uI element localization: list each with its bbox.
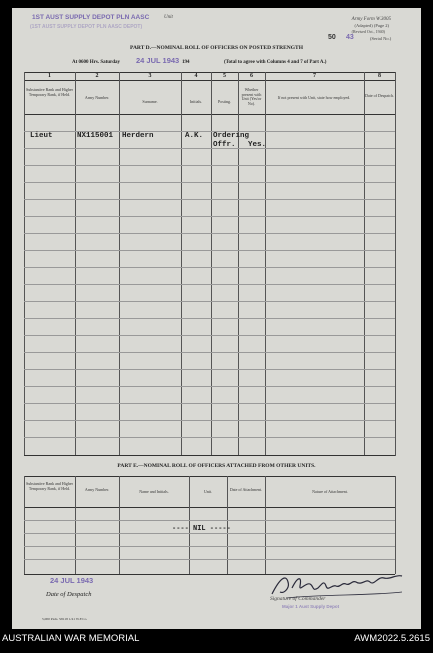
agree-note: (Total to agree with Columns 4 and 7 of Part A.) [224, 60, 327, 65]
signature-subtitle: Major 1 Aust Supply Depot [282, 604, 340, 609]
print-line: 5,000 Pads. S8118 1/41 W.F.Co. [42, 617, 88, 621]
document-page: 1ST AUST SUPPLY DEPOT PLN AASC Unit (1ST AUST SUPPLY DEPOT PLN AASC DEPOT) Army Form W.3005 (Adapted) (Page 2) (Revised Oct., 1940) 50 43 (Serial No.) PART D.—NOMINAL ROLL OF OFFICERS ON POSTED STRENGTH At 0600 Hrs. Saturday 24 JUL 1943 194 (Total to agree with Columns 4 and 7 of Part A.) 1 2 3 4 5 6 7 8 Substantive Rank and Higher Temporary Rank, if Held. Army Number. Surname. Initials. Posting. Whether present with Unit (Yes/or No). If not present with Unit, state how employed. Date of Despatch. Lieut NX115001 Herdern A.K. Ordering Offr. Yes. PART E.—NOMINAL ROLL OF OFFICERS ATTACHED FROM OTHER UNITS. Substantive Rank and Higher Temporary Rank, if Held. Army Number. Name and Initials. Unit. Date of Attachment. Nature of Attachment. ---- NIL ----- 24 JUL 1943 Date of Despatch Signature of Commander Major 1 Aust Supply Depot 5,000 Pads. S8118 1/41 W.F.Co. [12, 8, 421, 629]
form-adapted: (Adapted) (Page 2) [354, 23, 389, 28]
header-e-unit: Unit. [203, 489, 213, 494]
header-e-nature: Nature of Attachment. [312, 489, 348, 494]
despatch-label: Date of Despatch [46, 591, 92, 598]
header-despatch: Date of Despatch. [365, 93, 394, 98]
header-rank: Substantive Rank and Higher Temporary Rank, if Held. [26, 87, 73, 97]
header-e-name: Name and Initials. [139, 489, 169, 494]
header-e-date-attachment: Date of Attachment. [229, 487, 263, 492]
row-present: Yes. [248, 141, 267, 149]
archive-caption: AUSTRALIAN WAR MEMORIAL [2, 633, 140, 644]
archive-reference: AWM2022.5.2615 [354, 633, 430, 644]
row-rank: Lieut [30, 132, 53, 140]
row-initials: A.K. [185, 132, 204, 140]
time-line: At 0600 Hrs. Saturday [72, 60, 121, 65]
unit-stamp: 1ST AUST SUPPLY DEPOT PLN AASC [32, 14, 150, 21]
header-initials: Initials. [189, 99, 203, 104]
despatch-date-stamp: 24 JUL 1943 [50, 576, 94, 585]
date-stamp: 24 JUL 1943 [136, 56, 180, 65]
part-e-title: PART E.—NOMINAL ROLL OF OFFICERS ATTACHED FROM OTHER UNITS. [117, 463, 316, 469]
year-suffix: 194 [182, 60, 190, 65]
header-surname: Surname. [142, 99, 158, 104]
header-employed: If not present with Unit, state how employed. [277, 95, 351, 100]
row-surname: Herdern [122, 132, 154, 140]
header-army-number: Army Number. [84, 95, 110, 100]
row-army-number: NX115001 [77, 132, 114, 140]
header-e-rank: Substantive Rank and Higher Temporary Rank, if Held. [26, 481, 73, 491]
header-posting: Posting. [217, 99, 231, 104]
row-posting: Ordering Offr. [213, 132, 250, 149]
serial-number: 50 [328, 34, 336, 41]
unit-label: Unit [164, 15, 173, 20]
serial-number-2: 43 [346, 34, 354, 41]
form-revised: (Revised Oct., 1940) [351, 29, 385, 34]
unit-stamp-faded: (1ST AUST SUPPLY DEPOT PLN AASC DEPOT) [30, 24, 143, 30]
form-name: Army Form W.3005 [351, 17, 391, 22]
header-present: Whether present with Unit (Yes/or No). [241, 87, 262, 106]
serial-label: (Serial No.) [370, 36, 392, 41]
nil-entry: ---- NIL ----- [172, 525, 231, 533]
signature-label: Signature of Commander [270, 596, 326, 602]
header-e-army-number: Army Number. [84, 487, 110, 492]
part-d-title: PART D.—NOMINAL ROLL OF OFFICERS ON POSTED STRENGTH [130, 45, 303, 51]
